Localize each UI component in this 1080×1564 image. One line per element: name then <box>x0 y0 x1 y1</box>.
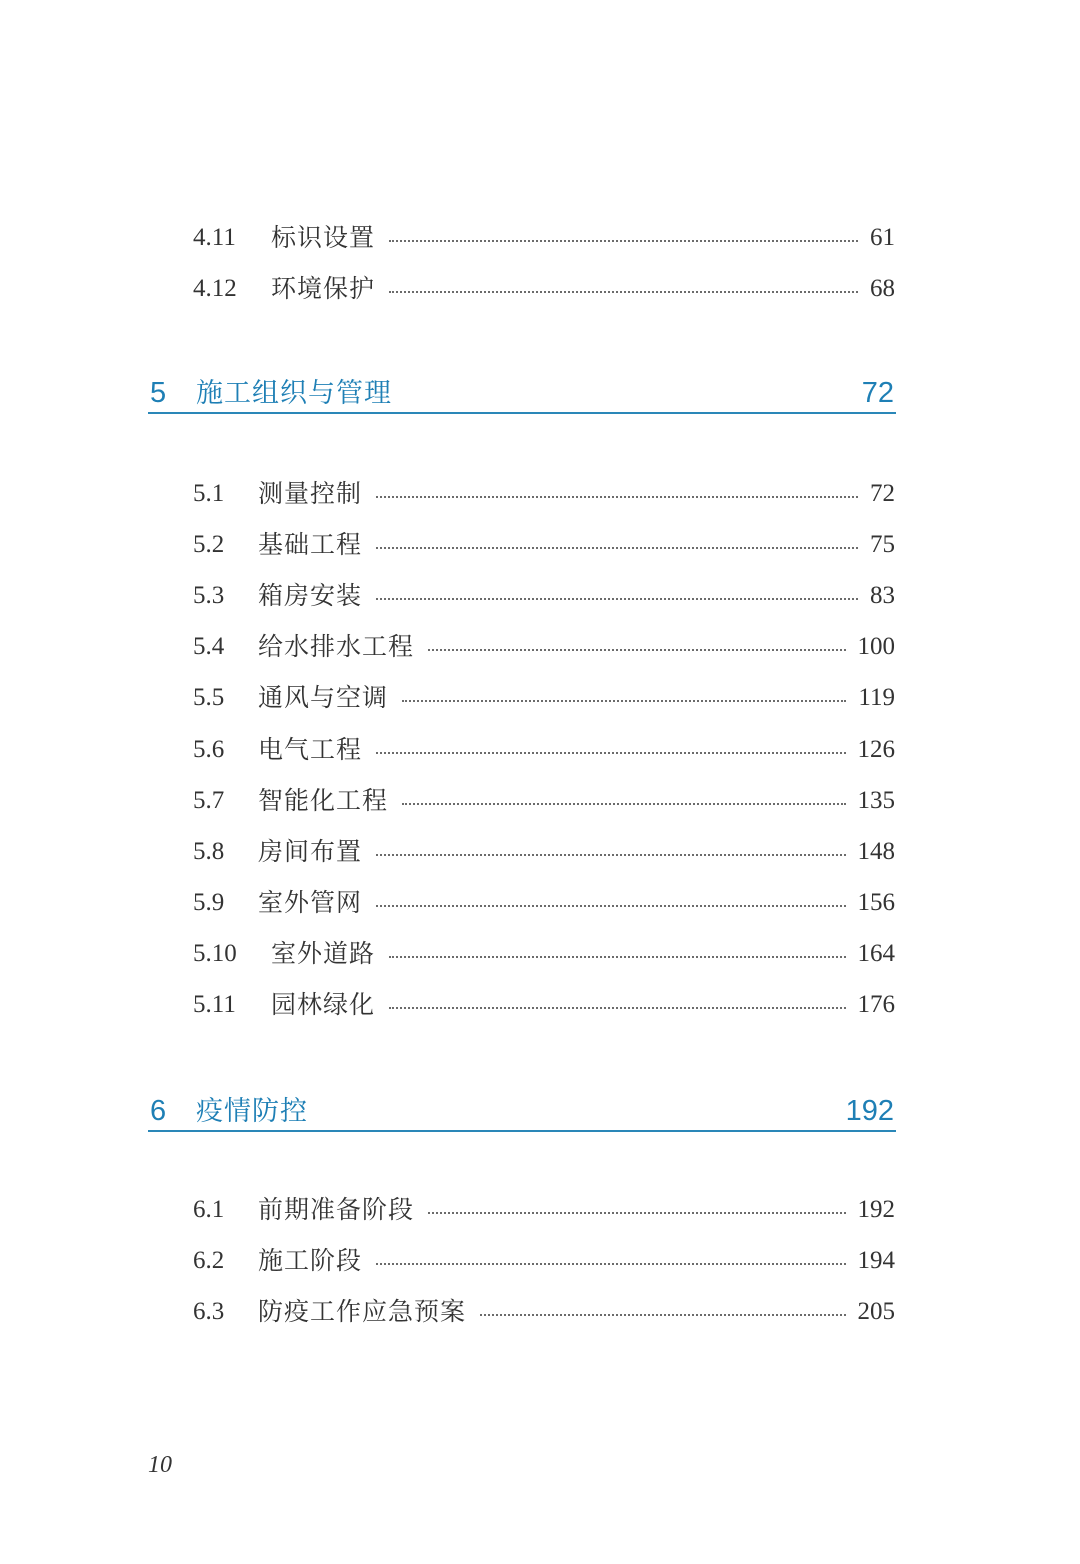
toc-entry-page: 205 <box>857 1298 895 1325</box>
toc-entry-number: 5.2 <box>193 531 225 558</box>
chapter-number: 5 <box>150 377 167 409</box>
dot-leader <box>376 1263 845 1265</box>
toc-entry-number: 4.11 <box>193 224 236 251</box>
dot-leader <box>402 700 846 702</box>
toc-entry[interactable] <box>193 781 895 821</box>
toc-entry-title: 箱房安装 <box>258 581 363 610</box>
dot-leader <box>376 905 845 907</box>
chapter-page: 192 <box>845 1095 894 1127</box>
dot-leader <box>389 291 858 293</box>
dot-leader <box>376 752 845 754</box>
toc-entry-title: 基础工程 <box>258 530 363 559</box>
toc-entry-page: 135 <box>857 787 895 814</box>
toc-entry-page: 68 <box>870 275 895 302</box>
toc-entry[interactable] <box>193 525 895 565</box>
toc-entry[interactable] <box>193 883 895 923</box>
toc-entry-title: 施工阶段 <box>258 1246 363 1275</box>
toc-entry-title: 室外管网 <box>258 888 363 917</box>
toc-entry-number: 4.12 <box>193 275 237 302</box>
toc-entry-page: 61 <box>870 224 895 251</box>
toc-entry-number: 5.4 <box>193 633 225 660</box>
toc-entry[interactable] <box>193 576 895 616</box>
toc-entry-page: 126 <box>857 736 895 763</box>
toc-entry-page: 119 <box>858 684 895 711</box>
dot-leader <box>389 1007 845 1009</box>
toc-entry-title: 前期准备阶段 <box>258 1195 415 1224</box>
toc-entry-number: 5.6 <box>193 736 225 763</box>
toc-entry-page: 194 <box>857 1247 895 1274</box>
toc-entry-title: 电气工程 <box>258 735 363 764</box>
toc-entry-page: 148 <box>857 838 895 865</box>
toc-entry[interactable] <box>193 678 895 718</box>
toc-entry-title: 给水排水工程 <box>258 632 415 661</box>
toc-entry-title: 测量控制 <box>258 479 363 508</box>
toc-entry-number: 5.9 <box>193 889 225 916</box>
dot-leader <box>428 649 845 651</box>
toc-entry[interactable] <box>193 1292 895 1332</box>
toc-entry[interactable] <box>193 985 895 1025</box>
dot-leader <box>402 803 845 805</box>
toc-entry-page: 176 <box>857 991 895 1018</box>
toc-entry[interactable] <box>193 474 895 514</box>
chapter-title: 疫情防控 <box>196 1096 308 1127</box>
toc-entry-number: 5.3 <box>193 582 225 609</box>
toc-entry-page: 75 <box>870 531 895 558</box>
page-number: 10 <box>148 1452 172 1478</box>
dot-leader <box>428 1212 845 1214</box>
toc-entry[interactable] <box>193 1241 895 1281</box>
toc-entry-page: 192 <box>857 1196 895 1223</box>
toc-entry-title: 智能化工程 <box>258 786 389 815</box>
toc-entry-number: 5.1 <box>193 480 225 507</box>
toc-entry-number: 5.7 <box>193 787 225 814</box>
dot-leader <box>376 496 858 498</box>
dot-leader <box>389 956 845 958</box>
toc-entry[interactable] <box>193 218 895 258</box>
toc-entry-page: 72 <box>870 480 895 507</box>
toc-entry[interactable] <box>193 627 895 667</box>
dot-leader <box>376 547 858 549</box>
toc-entry-title: 房间布置 <box>258 837 363 866</box>
toc-entry-title: 通风与空调 <box>258 683 389 712</box>
toc-entry[interactable] <box>193 730 895 770</box>
dot-leader <box>389 240 858 242</box>
toc-entry-title: 室外道路 <box>271 939 376 968</box>
toc-entry[interactable] <box>193 832 895 872</box>
toc-entry-title: 环境保护 <box>271 274 376 303</box>
toc-entry[interactable] <box>193 1190 895 1230</box>
toc-entry-number: 5.8 <box>193 838 225 865</box>
toc-entry-number: 5.10 <box>193 940 237 967</box>
toc-entry-number: 5.5 <box>193 684 225 711</box>
chapter-number: 6 <box>150 1095 167 1127</box>
toc-entry[interactable] <box>193 269 895 309</box>
toc-entry-number: 6.2 <box>193 1247 225 1274</box>
dot-leader <box>376 598 858 600</box>
chapter-heading[interactable] <box>148 362 896 414</box>
toc-entry-number: 6.1 <box>193 1196 225 1223</box>
toc-entry-page: 164 <box>857 940 895 967</box>
dot-leader <box>480 1314 845 1316</box>
chapter-heading[interactable] <box>148 1080 896 1132</box>
toc-entry-title: 园林绿化 <box>271 990 376 1019</box>
toc-entry-page: 83 <box>870 582 895 609</box>
toc-entry[interactable] <box>193 934 895 974</box>
toc-entry-number: 5.11 <box>193 991 236 1018</box>
chapter-page: 72 <box>861 377 894 409</box>
toc-entry-page: 100 <box>857 633 895 660</box>
chapter-title: 施工组织与管理 <box>196 378 392 409</box>
dot-leader <box>376 854 845 856</box>
toc-entry-page: 156 <box>857 889 895 916</box>
toc-entry-number: 6.3 <box>193 1298 225 1325</box>
toc-entry-title: 防疫工作应急预案 <box>258 1297 467 1326</box>
toc-entry-title: 标识设置 <box>271 223 376 252</box>
